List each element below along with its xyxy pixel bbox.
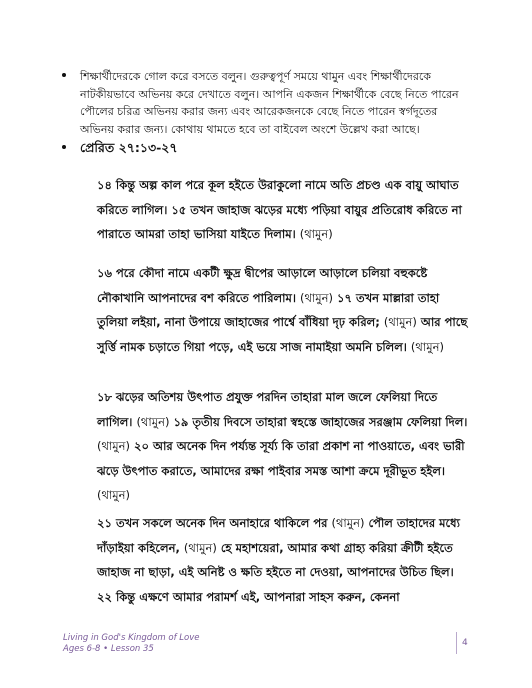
verse-text: ১৮ ঝড়ের অতিশয় উৎপাত প্রযুক্ত পরদিন তাহারা মাল জলে ফেলিয়া দিতে লাগিল। <box>97 390 438 429</box>
pause-cue: (থামুন) <box>97 439 131 453</box>
scripture-paragraph-3 <box>97 385 469 508</box>
verse-text: ২০ আর অনেক দিন পর্য্যন্ত সূর্য্য কি তারা প্রকাশ না পাওয়াতে, এবং ভারী ঝড়ে উৎপাত করাতে, আমাদের রক্ষা পাইবার সমস্ত আশা ক্রমে দূরীভূত হইল। <box>97 439 465 478</box>
scripture-paragraph-2 <box>97 261 469 359</box>
footer-divider <box>456 632 457 654</box>
pause-cue: (থামুন) <box>183 540 217 555</box>
footer-course-title: Living in God's Kingdom of Love <box>63 633 200 643</box>
verse-text: পৌল তাহাদের মধ্যে দাঁড়াইয়া কহিলেন, <box>97 516 460 555</box>
pause-cue: (থামুন) <box>331 516 365 530</box>
verse-text: ১৬ পরে কৌদা নামে একটী ক্ষুদ্র দ্বীপের আড়ালে আড়ালে চলিয়া বহুকষ্টে নৌকাখানি আপনাদের বশ করিতে পারিলাম। <box>97 266 428 305</box>
scripture-reference-bullet <box>62 139 467 157</box>
pause-cue: (থামুন) <box>299 227 333 241</box>
pause-cue: (থামুন) <box>299 290 333 305</box>
pause-cue: (থামুন) <box>97 488 131 502</box>
pause-cue: (থামুন) <box>136 414 170 429</box>
bullet-icon <box>62 145 66 149</box>
footer-lesson-info: Ages 6-8 • Lesson 35 <box>63 644 154 654</box>
bullet-icon <box>62 73 66 77</box>
instruction-text: শিক্ষার্থীদেরকে গোল করে বসতে বলুন। গুরুত্বপূর্ণ সময়ে থামুন এবং শিক্ষার্থীদেরকে নাটকীয়ভাবে অভিনয় করে দেখাতে বলুন। আপনি একজন শিক্ষার্থীকে বেছে নিতে পারেন পৌলের চরিত্র অভিনয় করার জন্য এবং আরেকজনকে বেছে নিতে পারেন স্বর্গদূতের অভিনয় করার জন্য। কোথায় থামতে হবে তা বাইবেল অংশে উল্লেখ করা আছে। <box>80 70 459 136</box>
page-number: 4 <box>462 638 468 648</box>
pause-cue: (থামুন) <box>410 339 444 354</box>
verse-text: ১৭ তখন মাল্লারা তাহা তুলিয়া লইয়া, নানা উপায়ে জাহাজের পার্শ্বে বাঁধিয়া দৃঢ় করিল; <box>97 290 440 329</box>
scripture-reference: প্রেরিত ২৭:১৩-২৭ <box>80 140 178 155</box>
verse-text: আর পাছে সুর্ত্তি নামক চড়াতে গিয়া পড়ে, এই ভয়ে সাজ নামাইয়া অমনি চলিল। <box>97 315 468 354</box>
footer <box>63 633 199 655</box>
verse-text: ১৪ কিন্তু অল্প কাল পরে কূল হইতে উরাকুলো নামে অতি প্রচণ্ড এক বায়ু আঘাত করিতে লাগিল। ১৫ তখন জাহাজ ঝড়ের মধ্যে পড়িয়া বায়ুর প্রতিরোধ করিতে না পারাতে আমরা তাহা ভাসিয়া যাইতে দিলাম। <box>97 178 462 241</box>
verse-text: ১৯ তৃতীয় দিবসে তাহারা স্বহস্তে জাহাজের সরঞ্জাম ফেলিয়া দিল। <box>173 414 468 429</box>
scripture-paragraph-1 <box>97 173 469 247</box>
verse-text: হে মহাশয়েরা, আমার কথা গ্রাহ্য করিয়া ক্রীটী হইতে জাহাজ না ছাড়া, এই অনিষ্ট ও ক্ষতি হইতে না দেওয়া, আপনাদের উচিত ছিল। ২২ কিন্তু এক্ষণে আমার পরামর্শ এই, আপনারা সাহস করুন, কেননা <box>97 540 454 604</box>
instruction-bullet <box>62 68 467 138</box>
pause-cue: (থামুন) <box>383 315 417 329</box>
verse-text: ২১ তখন সকলে অনেক দিন অনাহারে থাকিলে পর <box>97 516 328 530</box>
scripture-paragraph-4 <box>97 511 469 609</box>
